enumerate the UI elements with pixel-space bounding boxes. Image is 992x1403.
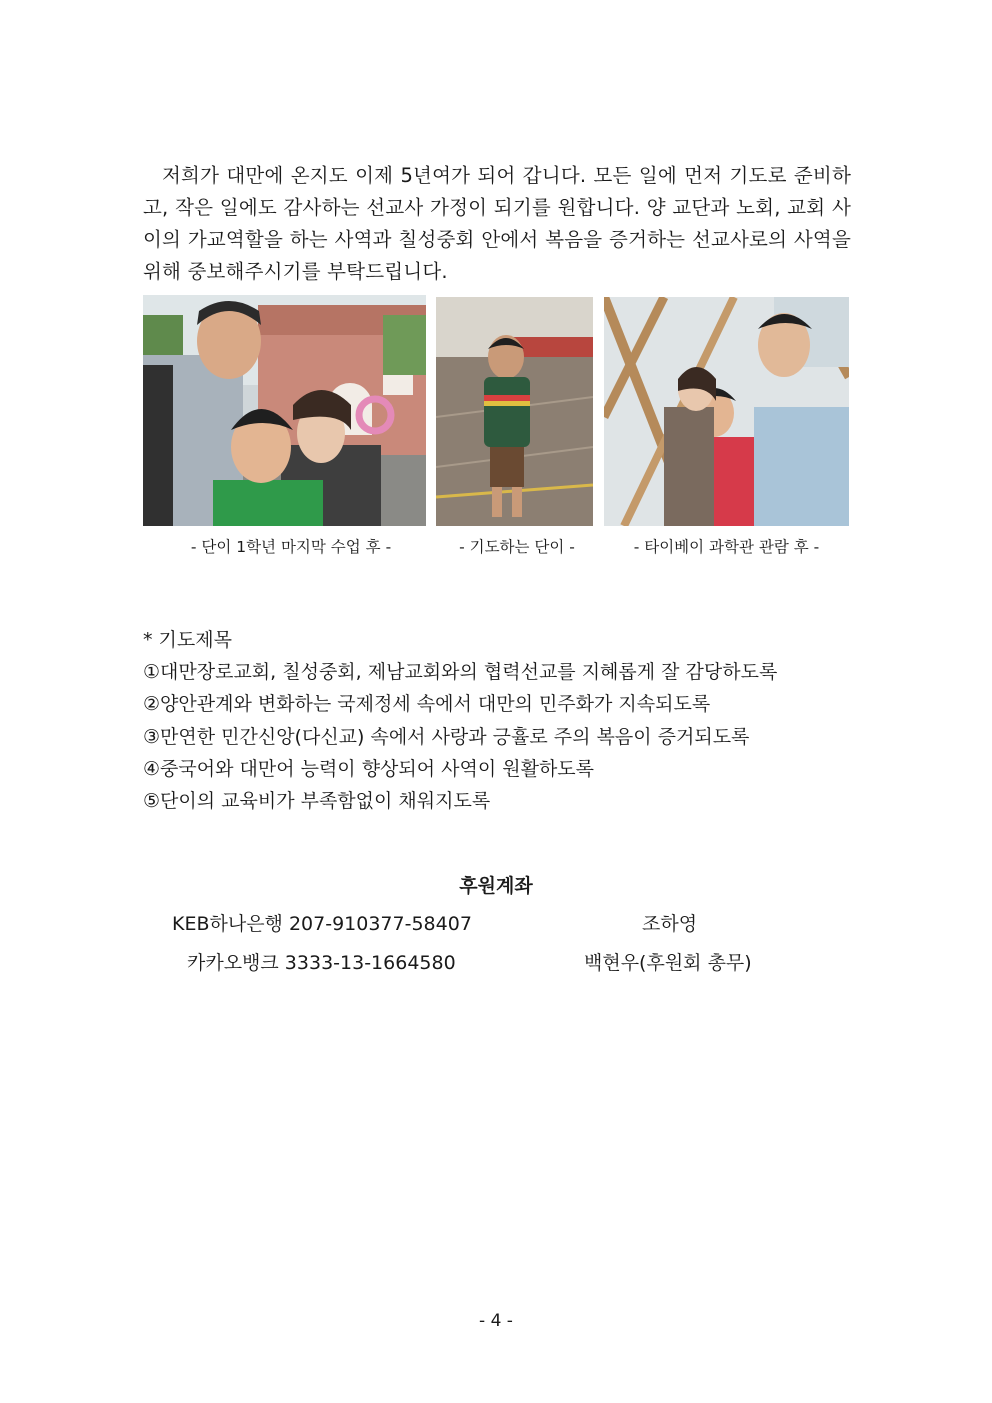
page-number: - 4 -	[479, 1311, 513, 1331]
account-holder-1: 조하영	[642, 913, 698, 935]
prayer-item: ④중국어와 대만어 능력이 향상되어 사역이 원활하도록	[143, 757, 595, 780]
science-museum-photo	[604, 297, 849, 526]
prayer-heading: * 기도제목	[143, 629, 232, 651]
donation-title: 후원계좌	[459, 875, 533, 897]
intro-paragraph: 저희가 대만에 온지도 이제 5년여가 되어 갑니다. 모든 일에 먼저 기도로 준비하고, 작은 일에도 감사하는 선교사 가정이 되기를 원합니다. 양 교단과 노회, 교회 사이의 가교역할을 하는 사역과 칠성중회 안에서 복음을 증거하는 선교사로의 사역을 위해 중보해주시기를 부탁드립니다.	[143, 164, 851, 283]
photo-caption-2: - 기도하는 단이 -	[459, 538, 575, 556]
account-bank-1: KEB하나은행 207-910377-58407	[172, 913, 472, 935]
prayer-item: ①대만장로교회, 칠성중회, 제남교회와의 협력선교를 지혜롭게 잘 감당하도록	[143, 661, 778, 684]
family-selfie-photo	[143, 295, 426, 526]
photo-caption-3: - 타이베이 과학관 관람 후 -	[633, 538, 820, 556]
praying-child-photo	[436, 297, 593, 526]
account-holder-2: 백현우(후원회 총무)	[584, 952, 752, 974]
photo-caption-1: - 단이 1학년 마지막 수업 후 -	[190, 538, 392, 556]
prayer-item: ⑤단이의 교육비가 부족함없이 채워지도록	[143, 790, 491, 813]
prayer-item: ③만연한 민간신앙(다신교) 속에서 사랑과 긍휼로 주의 복음이 증거되도록	[143, 725, 750, 748]
account-bank-2: 카카오뱅크 3333-13-1664580	[187, 952, 456, 974]
prayer-item: ②양안관계와 변화하는 국제정세 속에서 대만의 민주화가 지속되도록	[143, 693, 711, 716]
prayer-list	[143, 624, 863, 817]
